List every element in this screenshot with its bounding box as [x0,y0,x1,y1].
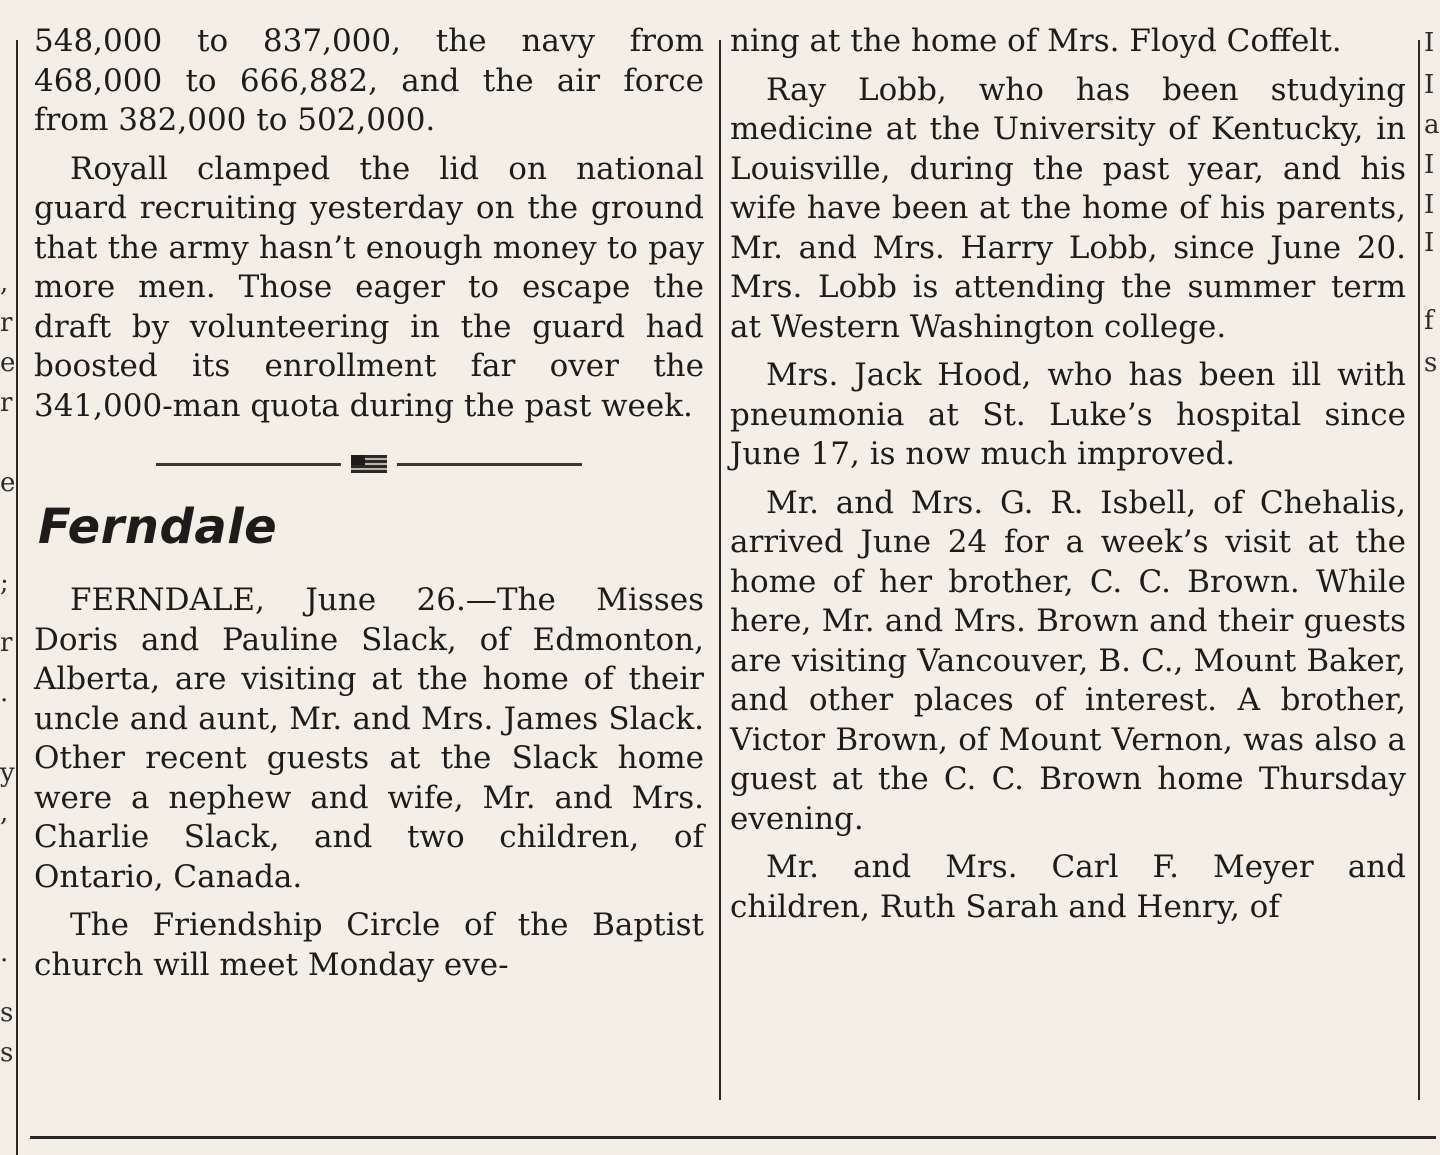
right-column-rule [1418,40,1420,1100]
article-paragraph: FERNDALE, June 26.—The Misses Doris and Pauline Slack, of Edmonton, Alberta, are visiting at the home of their uncle and aunt, Mr. and Mrs. James Slack. Other recent guests at the Slack home were a nephew and wife, Mr. and Mrs. Charlie Slack, and two children, of Ontario, Canada. [34,582,704,895]
article-paragraph: The Friendship Circle of the Baptist church will meet Monday eve- [34,907,704,983]
left-column [34,22,704,994]
edge-fragment: r [0,388,13,418]
edge-fragment: , [0,268,9,298]
edge-fragment: e [0,348,16,378]
edge-fragment: s [1424,348,1438,378]
article-paragraph: ning at the home of Mrs. Floyd Coffelt. [730,23,1342,59]
article-paragraph: Royall clamped the lid on national guard recruiting yesterday on the ground that the army hasn’t enough money to pay more men. Those eager to escape the draft by volunteering in the guard had boosted its enrollment far over the 341,000-man quota during the past week. [34,150,704,424]
article-paragraph: Ray Lobb, who has been studying medicine at the University of Kentucky, in Louisville, during the past year, and his wife have been at the home of his parents, Mr. and Mrs. Harry Lobb, since June 20. Mrs. Lobb is attending the summer term at Western Washington college. [730,71,1406,345]
right-column [730,22,1406,936]
edge-fragment: r [0,628,13,658]
edge-fragment: I [1424,150,1435,180]
edge-fragment: f [1424,306,1434,336]
edge-fragment: s [0,1038,14,1068]
article-paragraph: 548,000 to 837,000, the navy from 468,000 to 666,882, and the air force from 382,000 to 502,000. [34,23,704,138]
edge-fragment: a [1424,110,1440,140]
divider-line [397,463,582,466]
section-divider [34,435,704,493]
edge-fragment: I [1424,28,1435,58]
edge-fragment: s [0,998,14,1028]
edge-fragment: I [1424,190,1435,220]
flag-icon [351,455,387,473]
edge-fragment: . [0,678,9,708]
bottom-rule [30,1136,1436,1139]
edge-fragment: r [0,308,13,338]
edge-fragment: y [0,758,15,788]
divider-line [156,463,341,466]
edge-fragment: e [0,468,16,498]
article-paragraph: Mr. and Mrs. Carl F. Meyer and children, Ruth Sarah and Henry, of [730,849,1406,925]
article-paragraph: Mr. and Mrs. G. R. Isbell, of Chehalis, arrived June 24 for a week’s visit at the home of her brother, C. C. Brown. While here, Mr. and Mrs. Brown and their guests are visiting Vancouver, B. C., Mount Baker, and other places of interest. A brother, Victor Brown, of Mount Vernon, was also a guest at the C. C. Brown home Thursday evening. [730,484,1406,837]
edge-fragment: ; [0,568,9,598]
article-paragraph: Mrs. Jack Hood, who has been ill with pneumonia at St. Luke’s hospital since June 17, is now much improved. [730,357,1406,472]
edge-fragment: , [0,798,9,828]
edge-fragment: I [1424,70,1435,100]
edge-fragment: I [1424,228,1435,258]
left-column-rule [16,40,18,1155]
section-heading: Ferndale [38,499,278,555]
edge-fragment: . [0,938,9,968]
center-column-rule [719,40,721,1100]
